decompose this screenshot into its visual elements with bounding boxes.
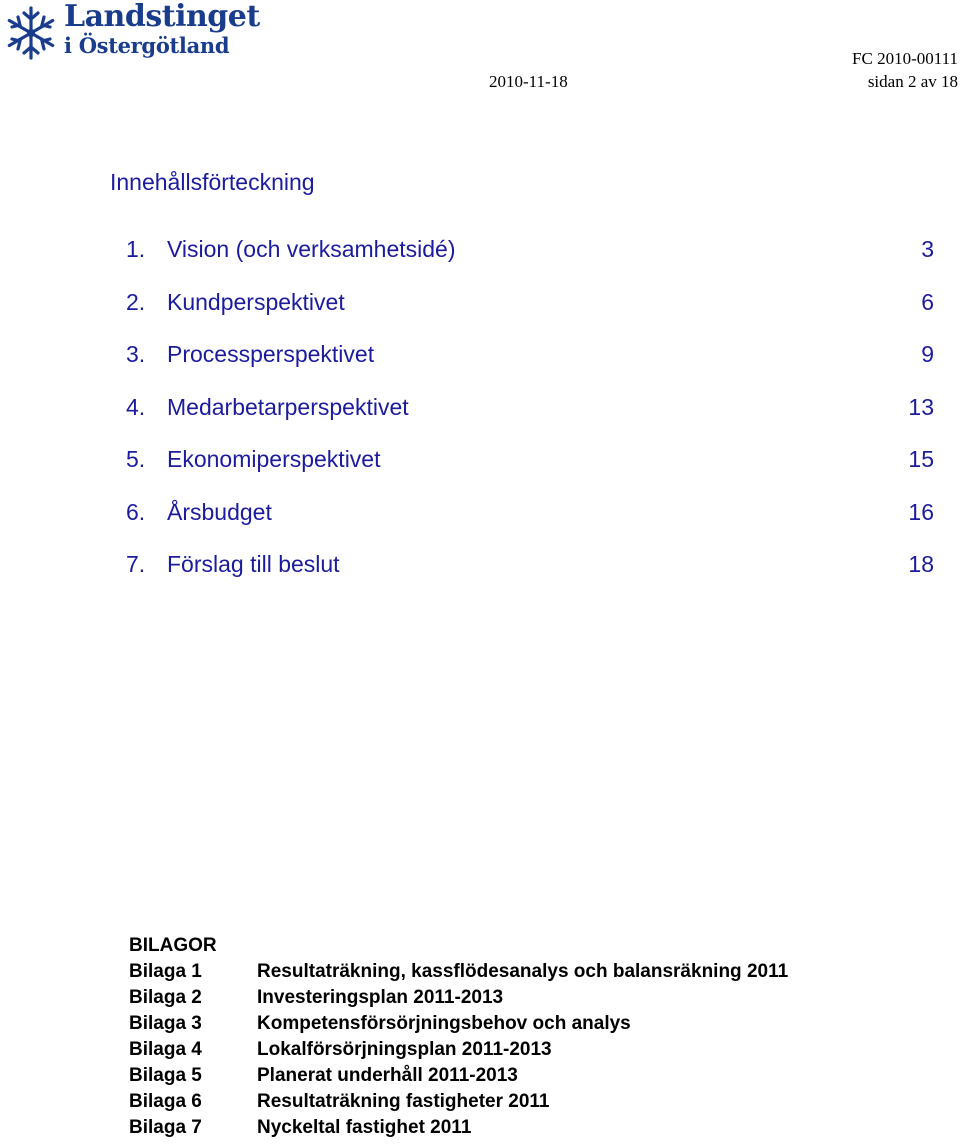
logo-line-2: i Östergötland	[64, 33, 230, 58]
document-reference: FC 2010-00111	[852, 49, 958, 68]
appendix-row	[129, 959, 788, 985]
logo-wordmark	[64, 2, 260, 56]
appendix-row	[129, 1037, 788, 1063]
appendix-title: Nyckeltal fastighet 2011	[257, 1117, 472, 1138]
toc-entry-label: Medarbetarperspektivet	[167, 393, 409, 420]
toc-entry-number: 5.	[126, 446, 146, 472]
toc-entry-label: Ekonomiperspektivet	[167, 446, 381, 472]
appendix-id: Bilaga 2	[129, 987, 202, 1008]
toc-entry-page: 6	[921, 288, 934, 315]
toc-entry-label: Förslag till beslut	[167, 551, 340, 577]
appendix-id: Bilaga 7	[129, 1117, 202, 1138]
page-indicator: sidan 2 av 18	[867, 72, 958, 91]
appendix-id: Bilaga 6	[129, 1091, 202, 1112]
toc-entry-page: 15	[908, 446, 934, 472]
appendix-title: Investeringsplan 2011-2013	[257, 987, 504, 1008]
appendix-title: Kompetensförsörjningsbehov och analys	[257, 1013, 631, 1034]
toc-entry-page: 16	[908, 498, 934, 525]
toc-entry[interactable]	[126, 442, 934, 495]
appendix-id: Bilaga 3	[129, 1013, 202, 1034]
toc-entry[interactable]	[126, 547, 934, 600]
appendix-title: Lokalförsörjningsplan 2011-2013	[257, 1039, 552, 1060]
toc-entry-number: 6.	[126, 498, 146, 525]
toc-entry-label: Kundperspektivet	[167, 288, 345, 315]
logo-line-1: Landstinget	[64, 0, 260, 34]
toc-entry-number: 4.	[126, 393, 146, 420]
appendix-row	[129, 1011, 788, 1037]
toc-entry-label: Vision (och verksamhetsidé)	[167, 236, 456, 262]
appendix-row	[129, 985, 788, 1011]
appendix-id: Bilaga 1	[129, 961, 202, 982]
document-date: 2010-11-18	[489, 72, 568, 91]
toc-entry-number: 3.	[126, 341, 146, 367]
appendix-title: Planerat underhåll 2011-2013	[257, 1065, 518, 1086]
toc-entry[interactable]	[126, 495, 934, 548]
appendix-heading: BILAGOR	[129, 935, 217, 956]
toc-entry-page: 13	[908, 393, 934, 420]
toc-entry-page: 18	[908, 551, 934, 577]
appendix-row	[129, 1063, 788, 1089]
organization-logo	[2, 0, 260, 66]
toc-entry-page: 3	[921, 236, 934, 262]
snowflake-logo-icon	[2, 4, 60, 62]
toc-entry[interactable]	[126, 390, 934, 443]
appendix-title: Resultaträkning fastigheter 2011	[257, 1091, 550, 1112]
toc-entry[interactable]	[126, 232, 934, 285]
appendix-row	[129, 1115, 788, 1141]
appendix-row	[129, 1089, 788, 1115]
toc-entry-label: Processperspektivet	[167, 341, 375, 367]
appendix-section	[129, 933, 788, 1141]
toc-entry[interactable]	[126, 285, 934, 338]
toc-entry-number: 2.	[126, 288, 146, 315]
toc-entry-page: 9	[921, 341, 934, 367]
toc-entry[interactable]	[126, 337, 934, 390]
appendix-title: Resultaträkning, kassflödesanalys och balansräkning 2011	[257, 961, 789, 982]
toc-entry-number: 7.	[126, 551, 146, 577]
toc-list	[126, 232, 934, 600]
toc-entry-label: Årsbudget	[167, 498, 272, 525]
toc-title: Innehållsförteckning	[110, 169, 315, 195]
toc-entry-number: 1.	[126, 236, 146, 262]
appendix-id: Bilaga 5	[129, 1065, 202, 1086]
appendix-id: Bilaga 4	[129, 1039, 202, 1060]
